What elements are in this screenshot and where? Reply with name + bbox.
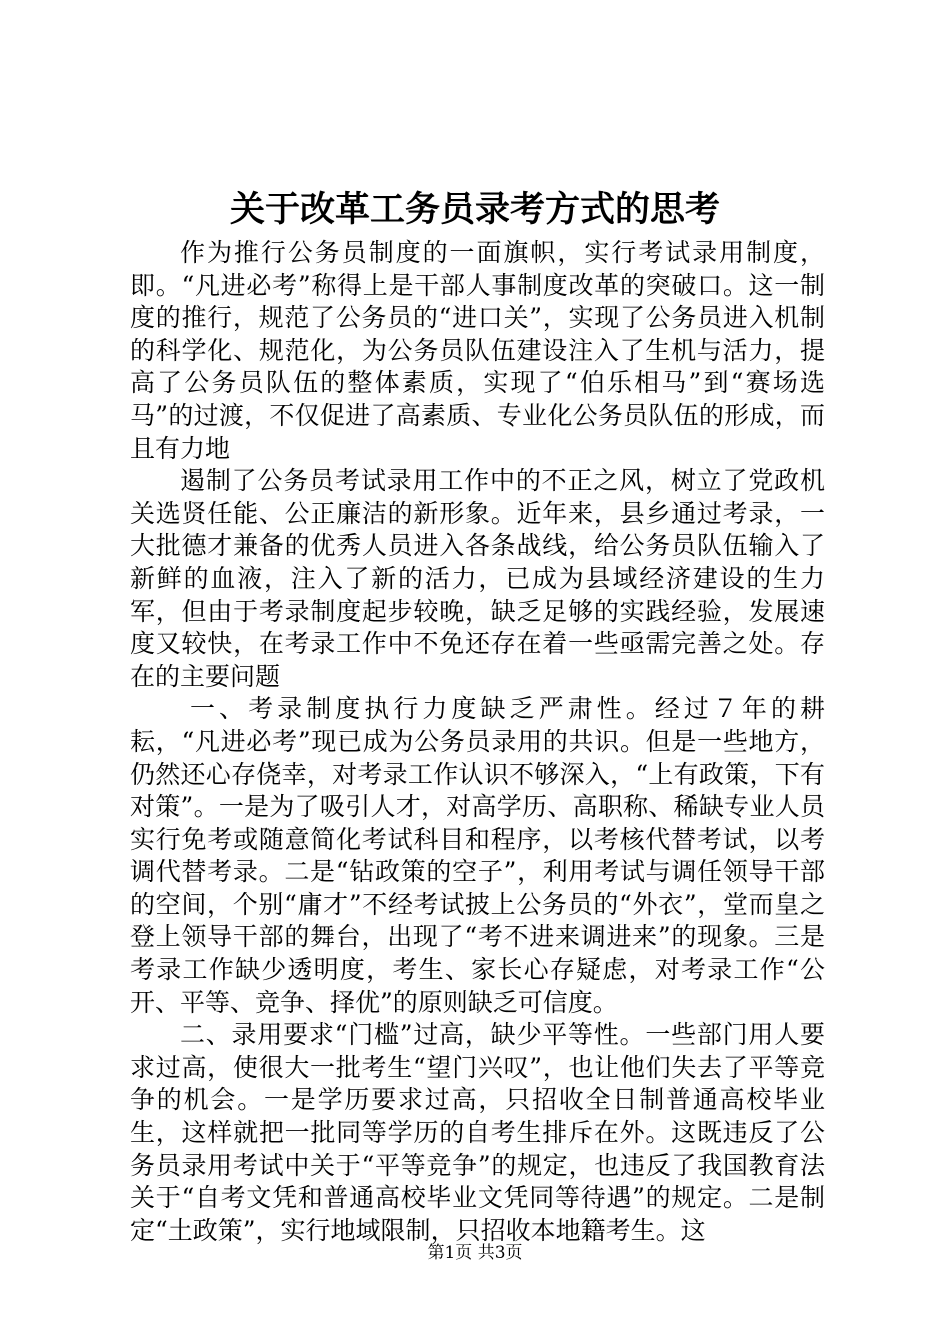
paragraph-intro: 作为推行公务员制度的一面旗帜，实行考试录用制度，即。“凡进必考”称得上是干部人事制度改革的突破口。这一制度的推行，规范了公务员的“进口关”，实现了公务员进入机制的科学化、规范化，为公务员队伍建设注入了生机与活力，提高了公务员队伍的整体素质，实现了“伯乐相马”到“赛场选马”的过渡，不仅促进了高素质、专业化公务员队伍的形成，而且有力地 [130, 238, 825, 463]
document-title: 关于改革工务员录考方式的思考 [229, 189, 720, 230]
paragraph-issues-intro: 遏制了公务员考试录用工作中的不正之风，树立了党政机关选贤任能、公正廉洁的新形象。近年来，县乡通过考录，一大批德才兼备的优秀人员进入各条战线，给公务员队伍输入了新鲜的血液，注入了新的活力，已成为县域经济建设的生力军，但由于考录制度起步较晚，缺乏足够的实践经验，发展速度又较快，在考录工作中不免还存在着一些亟需完善之处。存在的主要问题 [130, 466, 825, 691]
paragraph-issue-one: 一、考录制度执行力度缺乏严肃性。经过７年的耕耘，“凡进必考”现已成为公务员录用的共识。但是一些地方，仍然还心存侥幸，对考录工作认识不够深入，“上有政策，下有对策”。一是为了吸引人才，对高学历、高职称、稀缺专业人员实行免考或随意简化考试科目和程序，以考核代替考试，以考调代替考录。二是“钻政策的空子”，利用考试与调任领导干部的空间，个别“庸才”不经考试披上公务员的“外衣”，堂而皇之登上领导干部的舞台，出现了“考不进来调进来”的现象。三是考录工作缺少透明度，考生、家长心存疑虑，对考录工作“公开、平等、竞争、择优”的原则缺乏可信度。 [130, 694, 825, 1017]
document-body [130, 237, 825, 1247]
page-footer: 第1页 共3页 [427, 1243, 523, 1263]
paragraph-issue-two: 二、录用要求“门槛”过高，缺少平等性。一些部门用人要求过高，使很大一批考生“望门兴叹”，也让他们失去了平等竞争的机会。一是学历要求过高，只招收全日制普通高校毕业生，这样就把一批同等学历的自考生排斥在外。这既违反了公务员录用考试中关于“平等竞争”的规定，也违反了我国教育法关于“自考文凭和普通高校毕业文凭同等待遇”的规定。二是制定“土政策”，实行地域限制，只招收本地籍考生。这 [130, 1020, 825, 1245]
